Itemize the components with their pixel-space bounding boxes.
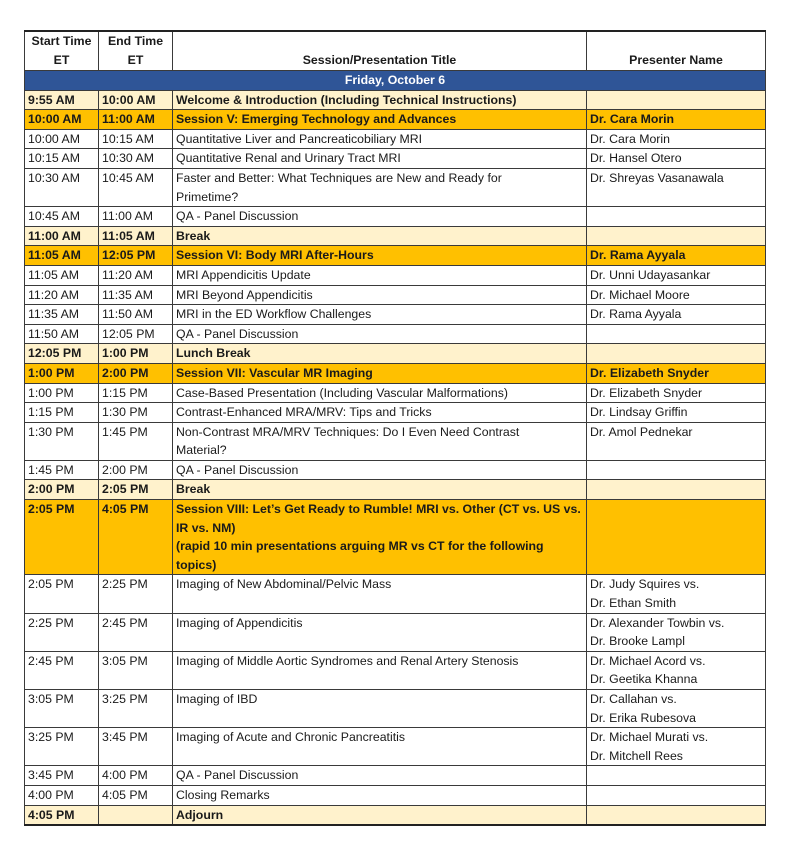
end-time-cell: 3:25 PM xyxy=(99,690,173,728)
title-cell xyxy=(173,363,587,383)
presenter-cell xyxy=(587,226,766,246)
presenter-cell xyxy=(587,785,766,805)
presenter-line: Dr. Michael Moore xyxy=(590,287,690,302)
title-line: Case-Based Presentation (Including Vascular Malformations) xyxy=(176,385,508,400)
title-cell xyxy=(173,168,587,206)
header-title: Session/Presentation Title xyxy=(173,31,587,71)
title-line: Break xyxy=(176,482,211,497)
presenter-cell xyxy=(587,90,766,110)
start-time-cell: 11:05 AM xyxy=(25,246,99,266)
end-time-cell: 2:05 PM xyxy=(99,480,173,500)
table-row xyxy=(25,226,766,246)
presenter-line: Dr. Brooke Lampl xyxy=(590,634,686,649)
title-line: Session VI: Body MRI After-Hours xyxy=(176,248,374,263)
title-line: QA - Panel Discussion xyxy=(176,768,299,783)
title-line: (rapid 10 min presentations arguing MR vs CT for the following xyxy=(176,539,544,554)
end-time-cell: 11:05 AM xyxy=(99,226,173,246)
title-cell xyxy=(173,285,587,305)
presenter-cell xyxy=(587,383,766,403)
title-line: MRI in the ED Workflow Challenges xyxy=(176,307,372,322)
presenter-cell xyxy=(587,651,766,689)
presenter-line: Dr. Rama Ayyala xyxy=(590,248,686,263)
schedule-table xyxy=(24,30,766,826)
title-line: Quantitative Renal and Urinary Tract MRI xyxy=(176,151,401,166)
table-row xyxy=(25,460,766,480)
title-cell xyxy=(173,149,587,169)
presenter-line: Dr. Erika Rubesova xyxy=(590,710,696,725)
presenter-cell xyxy=(587,285,766,305)
day-label: Friday, October 6 xyxy=(25,71,766,91)
table-row xyxy=(25,246,766,266)
presenter-cell xyxy=(587,422,766,460)
start-time-cell: 12:05 PM xyxy=(25,344,99,364)
presenter-line: Dr. Rama Ayyala xyxy=(590,307,682,322)
start-time-cell: 11:00 AM xyxy=(25,226,99,246)
start-time-cell: 4:00 PM xyxy=(25,785,99,805)
start-time-cell: 11:20 AM xyxy=(25,285,99,305)
end-time-cell: 2:45 PM xyxy=(99,613,173,651)
header-row xyxy=(25,31,766,71)
table-row xyxy=(25,613,766,651)
presenter-cell xyxy=(587,403,766,423)
title-cell xyxy=(173,728,587,766)
end-time-cell: 2:00 PM xyxy=(99,460,173,480)
presenter-cell xyxy=(587,324,766,344)
title-line: Primetime? xyxy=(176,189,239,204)
title-cell xyxy=(173,422,587,460)
title-line: MRI Beyond Appendicitis xyxy=(176,287,313,302)
presenter-cell xyxy=(587,480,766,500)
title-line: Welcome & Introduction (Including Technical Instructions) xyxy=(176,92,517,107)
table-row xyxy=(25,285,766,305)
title-line: Session V: Emerging Technology and Advances xyxy=(176,112,457,127)
table-row xyxy=(25,383,766,403)
start-time-cell: 3:45 PM xyxy=(25,766,99,786)
end-time-cell: 3:45 PM xyxy=(99,728,173,766)
title-cell xyxy=(173,129,587,149)
table-row xyxy=(25,766,766,786)
title-line: Imaging of IBD xyxy=(176,692,258,706)
presenter-line: Dr. Cara Morin xyxy=(590,112,675,127)
end-time-cell: 11:35 AM xyxy=(99,285,173,305)
presenter-line: Dr. Callahan vs. xyxy=(590,692,677,706)
end-time-cell: 2:25 PM xyxy=(99,575,173,613)
start-time-cell: 11:50 AM xyxy=(25,324,99,344)
presenter-cell xyxy=(587,246,766,266)
end-time-cell: 4:00 PM xyxy=(99,766,173,786)
title-line: Imaging of Appendicitis xyxy=(176,615,303,630)
title-line: Non-Contrast MRA/MRV Techniques: Do I Even Need Contrast xyxy=(176,424,520,439)
title-line: Session VIII: Let’s Get Ready to Rumble! MRI vs. Other (CT vs. US vs. xyxy=(176,502,581,517)
table-row xyxy=(25,168,766,206)
presenter-line: Dr. Cara Morin xyxy=(590,131,670,146)
start-time-cell: 1:30 PM xyxy=(25,422,99,460)
presenter-line: Dr. Geetika Khanna xyxy=(590,672,698,687)
title-line: Contrast-Enhanced MRA/MRV: Tips and Tricks xyxy=(176,405,432,420)
table-row xyxy=(25,90,766,110)
title-line: QA - Panel Discussion xyxy=(176,209,299,224)
presenter-line: Dr. Judy Squires vs. xyxy=(590,577,700,592)
start-time-cell: 10:30 AM xyxy=(25,168,99,206)
end-time-cell: 10:00 AM xyxy=(99,90,173,110)
presenter-cell xyxy=(587,149,766,169)
presenter-cell xyxy=(587,766,766,786)
presenter-line: Dr. Michael Murati vs. xyxy=(590,730,709,745)
table-row xyxy=(25,363,766,383)
title-line: QA - Panel Discussion xyxy=(176,462,299,477)
title-line: IR vs. NM) xyxy=(176,520,236,535)
title-line: Quantitative Liver and Pancreaticobiliary MRI xyxy=(176,131,423,146)
end-time-cell: 12:05 PM xyxy=(99,324,173,344)
presenter-cell xyxy=(587,363,766,383)
day-row xyxy=(25,71,766,91)
presenter-cell xyxy=(587,460,766,480)
presenter-line: Dr. Mitchell Rees xyxy=(590,748,683,763)
end-time-cell: 4:05 PM xyxy=(99,500,173,575)
end-time-cell: 11:00 AM xyxy=(99,207,173,227)
presenter-line: Dr. Michael Acord vs. xyxy=(590,653,706,668)
title-cell xyxy=(173,651,587,689)
start-time-cell: 11:05 AM xyxy=(25,265,99,285)
end-time-cell: 11:20 AM xyxy=(99,265,173,285)
title-line: Imaging of Middle Aortic Syndromes and Renal Artery Stenosis xyxy=(176,653,519,668)
title-line: Imaging of Acute and Chronic Pancreatitis xyxy=(176,730,405,745)
presenter-line: Dr. Unni Udayasankar xyxy=(590,267,711,282)
presenter-cell xyxy=(587,728,766,766)
start-time-cell: 2:45 PM xyxy=(25,651,99,689)
title-line: Imaging of New Abdominal/Pelvic Mass xyxy=(176,577,392,592)
title-line: Session VII: Vascular MR Imaging xyxy=(176,365,373,380)
title-cell xyxy=(173,207,587,227)
header-end-line1: End Time xyxy=(107,34,164,48)
header-start-time xyxy=(25,31,99,71)
title-cell xyxy=(173,690,587,728)
end-time-cell: 4:05 PM xyxy=(99,785,173,805)
table-row xyxy=(25,500,766,575)
start-time-cell: 10:45 AM xyxy=(25,207,99,227)
end-time-cell: 2:00 PM xyxy=(99,363,173,383)
table-row xyxy=(25,785,766,805)
title-cell xyxy=(173,575,587,613)
start-time-cell: 3:25 PM xyxy=(25,728,99,766)
presenter-cell xyxy=(587,805,766,825)
title-cell xyxy=(173,90,587,110)
start-time-cell: 3:05 PM xyxy=(25,690,99,728)
title-line: topics) xyxy=(176,557,217,572)
title-cell xyxy=(173,403,587,423)
end-time-cell: 11:50 AM xyxy=(99,305,173,325)
title-cell xyxy=(173,766,587,786)
presenter-line: Dr. Amol Pednekar xyxy=(590,424,693,439)
title-cell xyxy=(173,226,587,246)
header-end-line2: ET xyxy=(127,53,144,67)
title-cell xyxy=(173,460,587,480)
table-row xyxy=(25,129,766,149)
table-row xyxy=(25,265,766,285)
end-time-cell: 1:15 PM xyxy=(99,383,173,403)
title-line: MRI Appendicitis Update xyxy=(176,267,311,282)
presenter-cell xyxy=(587,129,766,149)
presenter-cell xyxy=(587,207,766,227)
table-row xyxy=(25,344,766,364)
presenter-cell xyxy=(587,690,766,728)
presenter-line: Dr. Hansel Otero xyxy=(590,151,682,166)
end-time-cell: 11:00 AM xyxy=(99,110,173,130)
presenter-line: Dr. Shreyas Vasanawala xyxy=(590,170,724,185)
header-start-line2: ET xyxy=(53,53,70,67)
presenter-cell xyxy=(587,305,766,325)
table-row xyxy=(25,805,766,825)
header-end-time xyxy=(99,31,173,71)
end-time-cell: 1:00 PM xyxy=(99,344,173,364)
presenter-cell xyxy=(587,344,766,364)
start-time-cell: 9:55 AM xyxy=(25,90,99,110)
presenter-cell xyxy=(587,613,766,651)
start-time-cell: 10:15 AM xyxy=(25,149,99,169)
title-cell xyxy=(173,500,587,575)
end-time-cell: 10:15 AM xyxy=(99,129,173,149)
presenter-cell xyxy=(587,110,766,130)
table-row xyxy=(25,690,766,728)
schedule-container xyxy=(24,30,765,826)
title-line: Material? xyxy=(176,443,227,458)
start-time-cell: 1:00 PM xyxy=(25,383,99,403)
presenter-line: Dr. Lindsay Griffin xyxy=(590,405,688,420)
start-time-cell: 2:25 PM xyxy=(25,613,99,651)
title-cell xyxy=(173,383,587,403)
table-row xyxy=(25,110,766,130)
table-row xyxy=(25,324,766,344)
table-row xyxy=(25,305,766,325)
table-row xyxy=(25,651,766,689)
title-cell xyxy=(173,344,587,364)
title-line: Break xyxy=(176,228,211,243)
presenter-cell xyxy=(587,575,766,613)
table-row xyxy=(25,207,766,227)
end-time-cell xyxy=(99,805,173,825)
title-cell xyxy=(173,265,587,285)
title-cell xyxy=(173,613,587,651)
start-time-cell: 2:00 PM xyxy=(25,480,99,500)
table-row xyxy=(25,422,766,460)
table-row xyxy=(25,403,766,423)
start-time-cell: 10:00 AM xyxy=(25,110,99,130)
table-row xyxy=(25,575,766,613)
title-line: Lunch Break xyxy=(176,346,251,361)
header-start-line1: Start Time xyxy=(31,34,92,48)
presenter-line: Dr. Ethan Smith xyxy=(590,596,677,611)
start-time-cell: 10:00 AM xyxy=(25,129,99,149)
title-line: Closing Remarks xyxy=(176,787,270,802)
title-cell xyxy=(173,324,587,344)
start-time-cell: 4:05 PM xyxy=(25,805,99,825)
end-time-cell: 3:05 PM xyxy=(99,651,173,689)
title-cell xyxy=(173,480,587,500)
end-time-cell: 12:05 PM xyxy=(99,246,173,266)
presenter-line: Dr. Elizabeth Snyder xyxy=(590,365,709,380)
start-time-cell: 11:35 AM xyxy=(25,305,99,325)
table-row xyxy=(25,728,766,766)
title-cell xyxy=(173,305,587,325)
title-line: QA - Panel Discussion xyxy=(176,326,299,341)
end-time-cell: 1:45 PM xyxy=(99,422,173,460)
title-line: Adjourn xyxy=(176,807,224,822)
presenter-cell xyxy=(587,265,766,285)
start-time-cell: 2:05 PM xyxy=(25,575,99,613)
start-time-cell: 1:00 PM xyxy=(25,363,99,383)
header-presenter: Presenter Name xyxy=(587,31,766,71)
start-time-cell: 1:45 PM xyxy=(25,460,99,480)
presenter-line: Dr. Alexander Towbin vs. xyxy=(590,615,725,630)
title-cell xyxy=(173,805,587,825)
presenter-cell xyxy=(587,168,766,206)
end-time-cell: 1:30 PM xyxy=(99,403,173,423)
presenter-line: Dr. Elizabeth Snyder xyxy=(590,385,703,400)
title-cell xyxy=(173,246,587,266)
title-line: Faster and Better: What Techniques are New and Ready for xyxy=(176,170,502,185)
presenter-cell xyxy=(587,500,766,575)
title-cell xyxy=(173,785,587,805)
end-time-cell: 10:30 AM xyxy=(99,149,173,169)
end-time-cell: 10:45 AM xyxy=(99,168,173,206)
start-time-cell: 1:15 PM xyxy=(25,403,99,423)
table-row xyxy=(25,149,766,169)
table-row xyxy=(25,480,766,500)
title-cell xyxy=(173,110,587,130)
start-time-cell: 2:05 PM xyxy=(25,500,99,575)
